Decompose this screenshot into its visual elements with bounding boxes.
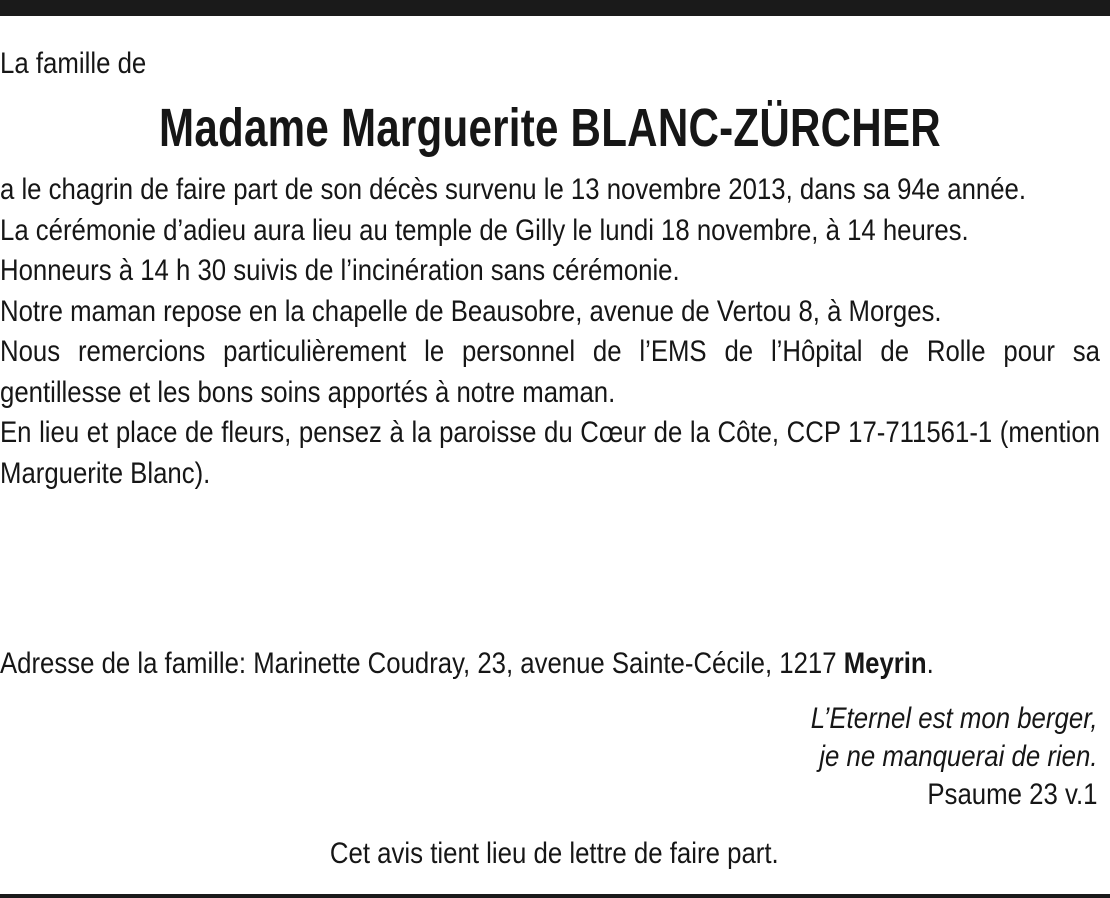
family-address bbox=[0, 644, 1100, 684]
notice-paragraph: Notre maman repose en la chapelle de Beausobre, avenue de Vertou 8, à Morges. bbox=[0, 294, 942, 328]
notice-paragraph: a le chagrin de faire part de son décès survenu le 13 novembre 2013, dans sa 94e année. bbox=[0, 173, 1027, 206]
notice-paragraph: Honneurs à 14 h 30 suivis de l’incinération sans cérémonie. bbox=[0, 254, 680, 287]
family-address-end: . bbox=[926, 647, 934, 680]
psalm-quote bbox=[811, 700, 1098, 814]
quote-line-2: je ne manquerai de rien. bbox=[819, 740, 1098, 773]
notice-intro: La famille de bbox=[0, 47, 147, 80]
top-border-rule bbox=[0, 0, 1110, 16]
deceased-name: Madame Marguerite BLANC-ZÜRCHER bbox=[159, 98, 941, 158]
quote-reference: Psaume 23 v.1 bbox=[927, 778, 1098, 811]
quote-line-1: L’Eternel est mon berger, bbox=[811, 702, 1098, 735]
notice-paragraph: En lieu et place de fleurs, pensez à la paroisse du Cœur de la Côte, CCP 17-711561-1 (mention Marguerite Blanc). bbox=[0, 416, 1100, 490]
notice-body bbox=[0, 170, 1100, 494]
notice-paragraph: La cérémonie d’adieu aura lieu au temple de Gilly le lundi 18 novembre, à 14 heures. bbox=[0, 213, 969, 247]
bottom-border-rule bbox=[0, 894, 1110, 898]
death-notice bbox=[0, 44, 1100, 494]
notice-paragraph: Nous remercions particulièrement le personnel de l’EMS de l’Hôpital de Rolle pour sa gentillesse et les bons soins apportés à notre maman. bbox=[0, 335, 1100, 409]
family-address-text: Adresse de la famille: Marinette Coudray, 23, avenue Sainte-Cécile, 1217 bbox=[0, 647, 844, 680]
closing-note: Cet avis tient lieu de lettre de faire part. bbox=[329, 837, 779, 870]
family-address-city: Meyrin bbox=[843, 647, 927, 680]
